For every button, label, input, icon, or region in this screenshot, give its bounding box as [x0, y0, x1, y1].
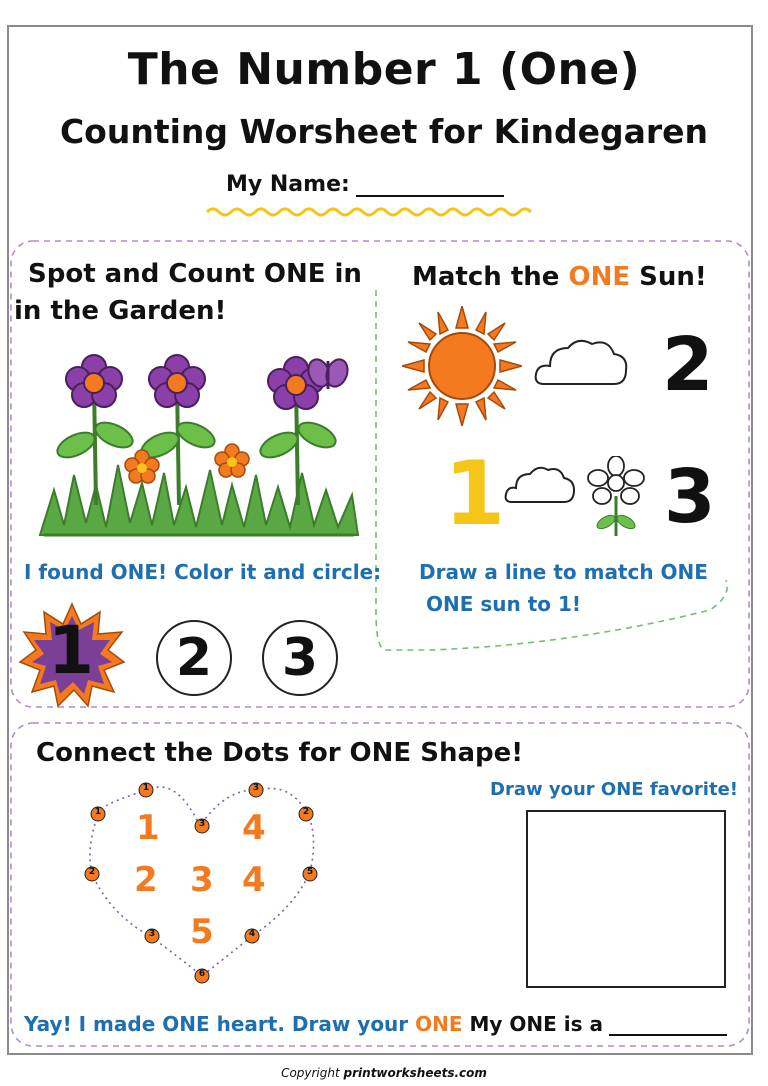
dot-label: 3	[252, 783, 260, 793]
choice-two[interactable]: 2	[156, 620, 232, 696]
heart-number: 4	[242, 860, 266, 900]
choice-one[interactable]	[18, 602, 126, 708]
dot[interactable]	[244, 928, 260, 948]
connect-heading: Connect the Dots for ONE Shape!	[36, 738, 524, 768]
dot-label: 4	[248, 929, 256, 939]
dot-label: 6	[198, 969, 206, 979]
choice-one-number: 1	[48, 612, 94, 689]
choice-three[interactable]: 3	[262, 620, 338, 696]
dot[interactable]	[194, 818, 210, 838]
dot[interactable]	[90, 806, 106, 826]
heart-number: 3	[190, 860, 214, 900]
flower-icon	[149, 355, 205, 407]
match-heading-pre: Match the	[412, 262, 560, 292]
connect-dots-area[interactable]	[80, 778, 330, 988]
name-label: My Name:	[226, 172, 350, 197]
answer-line[interactable]	[609, 1016, 727, 1036]
page-title: The Number 1 (One)	[127, 44, 641, 95]
dot[interactable]	[144, 928, 160, 948]
match-number-three[interactable]: 3	[664, 454, 716, 540]
found-instruction: I found ONE! Color it and circle:	[24, 560, 382, 584]
name-field[interactable]	[226, 172, 504, 197]
cloud-icon	[504, 462, 576, 508]
footer-instruction	[24, 1012, 727, 1036]
flower-icon	[584, 456, 648, 540]
cloud-icon	[534, 334, 630, 392]
heart-number: 1	[136, 808, 160, 848]
flower-icon	[66, 355, 122, 407]
match-heading-post: Sun!	[639, 262, 707, 292]
dot-label: 1	[142, 783, 150, 793]
favorite-drawing-box[interactable]	[526, 810, 726, 988]
dot-label: 2	[88, 867, 96, 877]
match-number-two[interactable]: 2	[662, 322, 714, 408]
heart-number: 2	[134, 860, 158, 900]
match-heading	[412, 262, 707, 292]
dot[interactable]	[194, 968, 210, 988]
dot-label: 3	[198, 819, 206, 829]
dot[interactable]	[138, 782, 154, 802]
dot-label: 1	[94, 807, 102, 817]
footer-highlight: ONE	[415, 1012, 463, 1036]
dot-label: 5	[306, 867, 314, 877]
garden-illustration	[34, 345, 364, 545]
copyright-prefix: Copyright	[281, 1066, 340, 1080]
spot-heading-line2: in the Garden!	[14, 296, 227, 326]
heart-number: 5	[190, 912, 214, 952]
dot-label: 3	[148, 929, 156, 939]
flower-icon	[215, 444, 249, 477]
page-subtitle: Counting Worsheet for Kindegaren	[59, 112, 709, 151]
dot[interactable]	[298, 806, 314, 826]
match-heading-highlight: ONE	[568, 262, 631, 292]
copyright-site: printworksheets.com	[343, 1066, 487, 1080]
dot[interactable]	[248, 782, 264, 802]
match-number-one[interactable]: 1	[444, 442, 506, 545]
footer-post: My ONE is a	[469, 1012, 604, 1036]
dot[interactable]	[84, 866, 100, 886]
name-line[interactable]	[356, 173, 504, 197]
copyright-notice	[0, 1066, 768, 1080]
match-instruction-line1: Draw a line to match ONE	[419, 560, 708, 584]
wavy-underline	[205, 205, 535, 219]
sun-icon	[402, 306, 522, 426]
spot-heading: Spot and Count ONE in	[28, 259, 362, 289]
draw-favorite-label: Draw your ONE favorite!	[490, 779, 738, 800]
heart-number: 4	[242, 808, 266, 848]
footer-pre: Yay! I made ONE heart. Draw your	[24, 1012, 409, 1036]
dot[interactable]	[302, 866, 318, 886]
match-instruction-line2: ONE sun to 1!	[426, 592, 582, 616]
dot-label: 2	[302, 807, 310, 817]
